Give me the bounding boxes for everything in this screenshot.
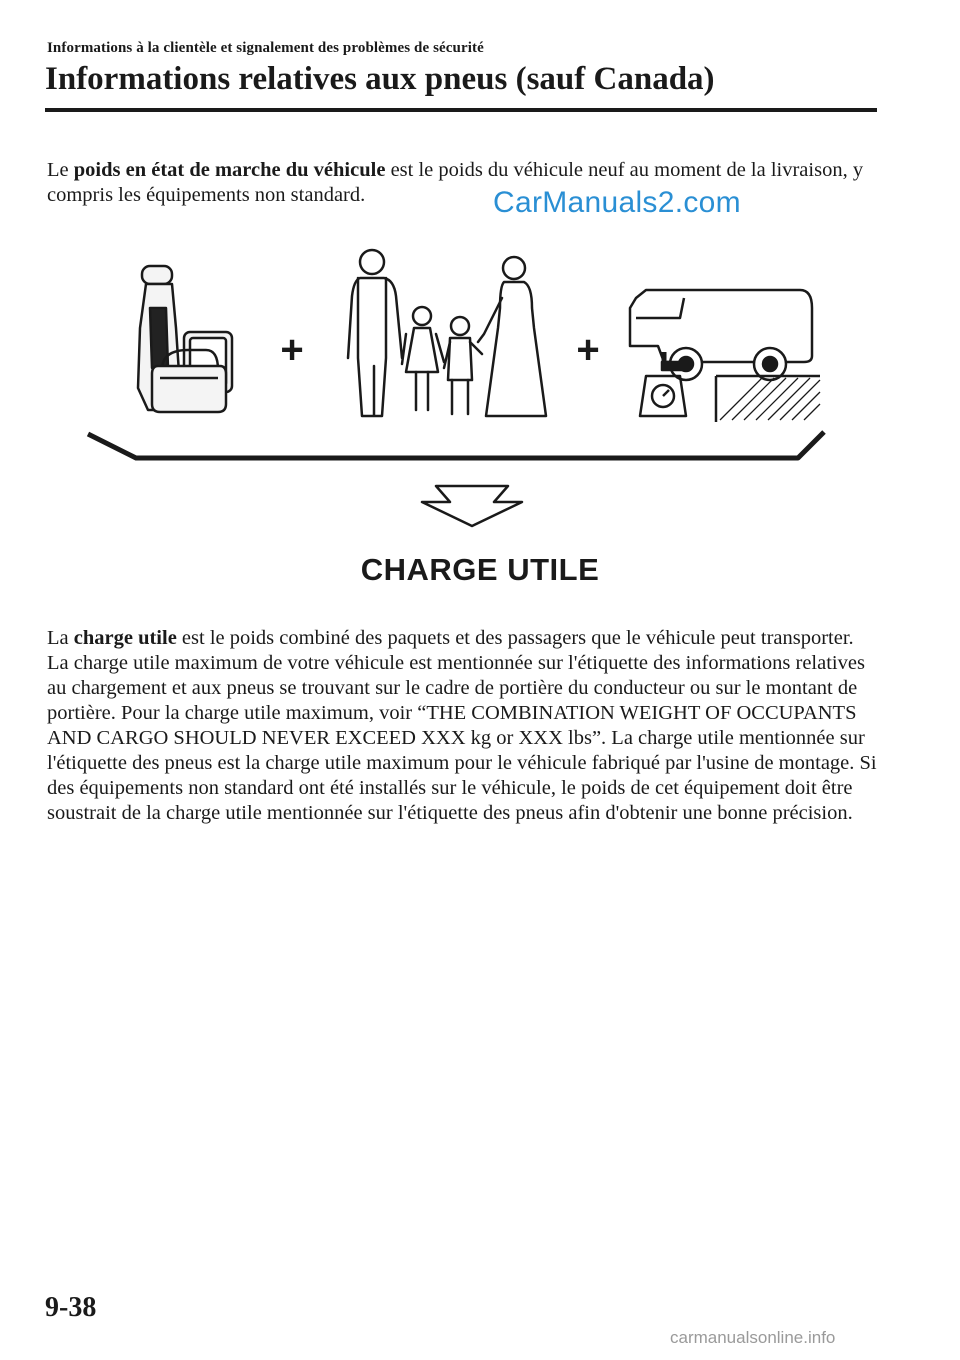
passengers-icon: [348, 250, 546, 416]
term-curb-weight: poids en état de marche du véhicule: [73, 159, 386, 181]
paragraph-lead: Le: [47, 159, 74, 181]
footer-source-watermark: carmanualsonline.info: [670, 1328, 836, 1347]
plus-sign-left: +: [280, 328, 304, 372]
vehicle-on-scale-icon: [630, 290, 820, 422]
payload-illustration: [80, 238, 840, 538]
section-label: Informations à la clientèle et signalement des problèmes de sécurité: [47, 40, 484, 56]
paragraph-lead: La: [47, 627, 74, 649]
plus-sign-right: +: [576, 328, 600, 372]
paragraph-body: est le poids du véhicule neuf au moment de la livraison, y compris les équipements non standard.: [47, 159, 864, 206]
page-number: 9-38: [45, 1292, 97, 1323]
paragraph-curb-weight: [47, 158, 877, 208]
down-arrow-icon: [422, 486, 522, 526]
luggage-icon: [138, 266, 232, 412]
paragraph-body: est le poids combiné des paquets et des passagers que le véhicule peut transporter. La charge utile maximum de votre véhicule est mentionnée sur l'étiquette des informations relatives au chargement et aux pneus se trouvant sur le cadre de portière du conducteur ou sur le montant de portière. Pour la charge utile maximum, voir “THE COMBINATION WEIGHT OF OCCUPANTS AND CARGO SHOULD NEVER EXCEED XXX kg or XXX lbs”. La charge utile mentionnée sur l'étiquette des pneus est la charge utile maximum pour le véhicule fabriqué par l'usine de montage. Si des équipements non standard ont été installés sur le véhicule, le poids de cet équipement doit être soustrait de la charge utile mentionnée sur l'étiquette des pneus afin d'obtenir une bonne précision.: [47, 627, 877, 824]
term-payload: charge utile: [73, 627, 177, 649]
paragraph-payload: [47, 626, 877, 826]
figure-caption: CHARGE UTILE: [360, 552, 600, 587]
title-rule: [45, 108, 877, 112]
page-title: Informations relatives aux pneus (sauf Canada): [45, 61, 715, 97]
watermark-logo: CarManuals2.com: [493, 186, 741, 219]
grouping-brace: [88, 432, 824, 458]
